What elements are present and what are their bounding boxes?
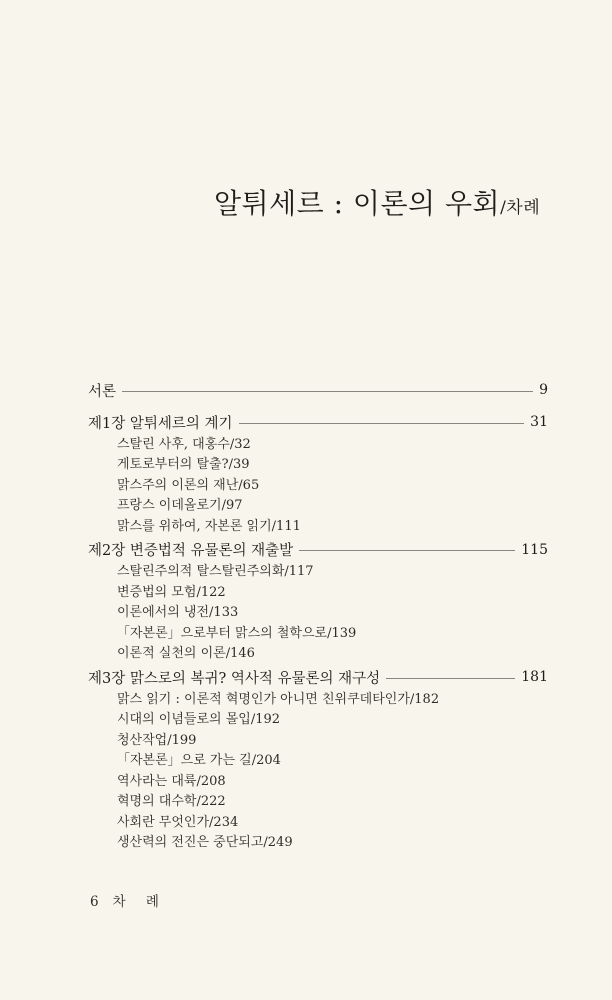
section-item[interactable]: 변증법의 모험/122 xyxy=(117,584,226,600)
toc-entry-intro[interactable] xyxy=(88,380,548,400)
section-item[interactable]: 시대의 이념들로의 몰입/192 xyxy=(117,712,281,728)
leader-line xyxy=(299,550,515,551)
section-item[interactable]: 스탈린주의적 탈스탈린주의화/117 xyxy=(117,564,314,580)
section-item[interactable]: 프랑스 이데올로기/97 xyxy=(117,498,243,514)
section-item[interactable]: 이론에서의 냉전/133 xyxy=(117,605,239,621)
leader-line xyxy=(239,423,525,424)
chapter-page: 115 xyxy=(521,541,548,558)
page-footer xyxy=(90,890,167,910)
toc-entry-label: 서론 xyxy=(88,383,117,400)
book-title: 알튀세르 : 이론의 우회 xyxy=(214,187,501,220)
footer-label: 차 례 xyxy=(112,894,167,910)
section-item[interactable]: 이론적 실천의 이론/146 xyxy=(117,646,255,662)
section-item[interactable]: 사회란 무엇인가/234 xyxy=(117,814,239,830)
table-of-contents xyxy=(88,380,548,851)
section-item[interactable]: 맑스주의 이론의 재난/65 xyxy=(117,477,260,493)
leader-line xyxy=(386,678,515,679)
chapter-label: 제1장 알튀세르의 계기 xyxy=(88,415,233,432)
section-item[interactable]: 「자본론」으로부터 맑스의 철학으로/139 xyxy=(117,625,357,641)
section-item[interactable]: 「자본론」으로 가는 길/204 xyxy=(117,753,281,769)
chapter-page: 181 xyxy=(521,669,548,685)
section-item[interactable]: 역사라는 대륙/208 xyxy=(117,773,226,789)
section-item[interactable]: 혁명의 대수학/222 xyxy=(117,794,226,810)
book-subtitle: /차례 xyxy=(500,198,541,218)
leader-line xyxy=(122,391,533,392)
section-item[interactable]: 청산작업/199 xyxy=(117,732,197,748)
toc-entry-chapter-2[interactable] xyxy=(88,540,548,560)
section-item[interactable]: 스탈린 사후, 대홍수/32 xyxy=(117,436,251,452)
section-item[interactable]: 생산력의 전진은 중단되고/249 xyxy=(117,835,293,851)
book-title-block xyxy=(214,187,541,220)
chapter-label: 제3장 맑스로의 복귀? 역사적 유물론의 재구성 xyxy=(88,670,381,687)
toc-entry-page: 9 xyxy=(539,382,548,398)
toc-entry-chapter-1[interactable] xyxy=(88,412,548,432)
toc-entry-chapter-3[interactable] xyxy=(88,667,548,687)
spacer xyxy=(88,400,548,412)
section-item[interactable]: 게토로부터의 탈출?/39 xyxy=(117,457,250,473)
section-item[interactable]: 맑스를 위하여, 자본론 읽기/111 xyxy=(117,518,301,534)
footer-page-number: 6 xyxy=(90,894,99,910)
section-item[interactable]: 맑스 읽기 : 이론적 혁명인가 아니면 친위쿠데타인가/182 xyxy=(117,691,440,707)
chapter-label: 제2장 변증법적 유물론의 재출발 xyxy=(88,543,294,559)
chapter-page: 31 xyxy=(530,414,548,430)
